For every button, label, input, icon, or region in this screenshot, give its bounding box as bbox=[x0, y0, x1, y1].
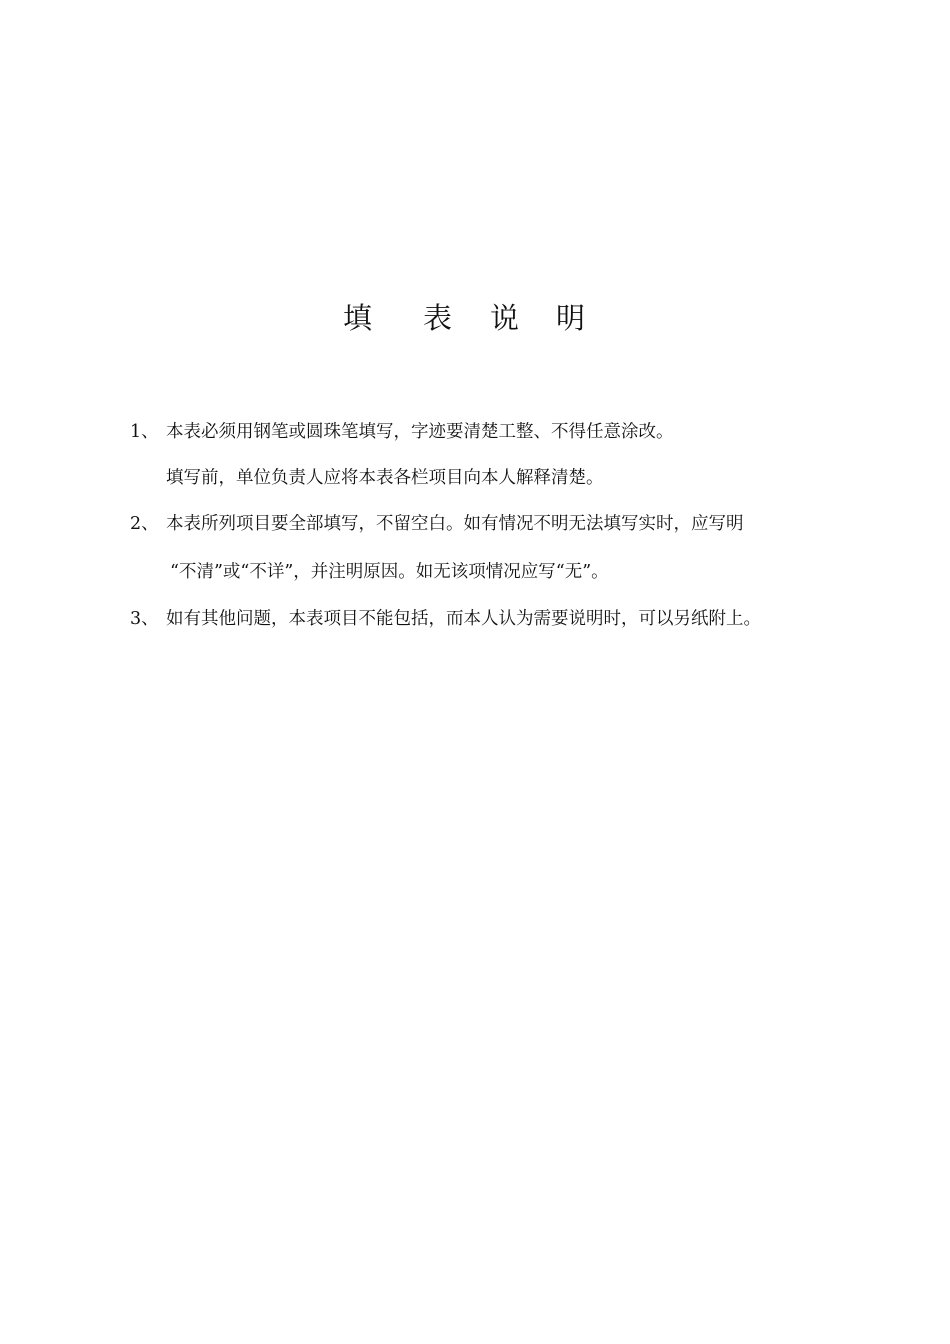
item-text: 如有其他问题，本表项目不能包括，而本人认为需要说明时，可以另纸附上。 bbox=[166, 609, 761, 629]
item-text: 本表所列项目要全部填写，不留空白。如有情况不明无法填写实时，应写明 bbox=[166, 514, 744, 534]
title-char: 表 bbox=[423, 301, 453, 335]
title-char: 明 bbox=[556, 301, 586, 335]
title-char: 说 bbox=[490, 301, 520, 335]
item-text: “不清”或“不详”，并注明原因。如无该项情况应写“无”。 bbox=[170, 562, 609, 582]
item-text: 本表必须用钢笔或圆珠笔填写，字迹要清楚工整、不得任意涂改。 bbox=[166, 422, 674, 442]
title-char: 填 bbox=[343, 301, 373, 335]
page-title bbox=[0, 298, 950, 338]
item-number: 2、 bbox=[130, 514, 159, 534]
item-text: 填写前，单位负责人应将本表各栏项目向本人解释清楚。 bbox=[166, 468, 604, 488]
item-number: 3、 bbox=[130, 609, 159, 629]
item-number: 1、 bbox=[130, 422, 159, 442]
